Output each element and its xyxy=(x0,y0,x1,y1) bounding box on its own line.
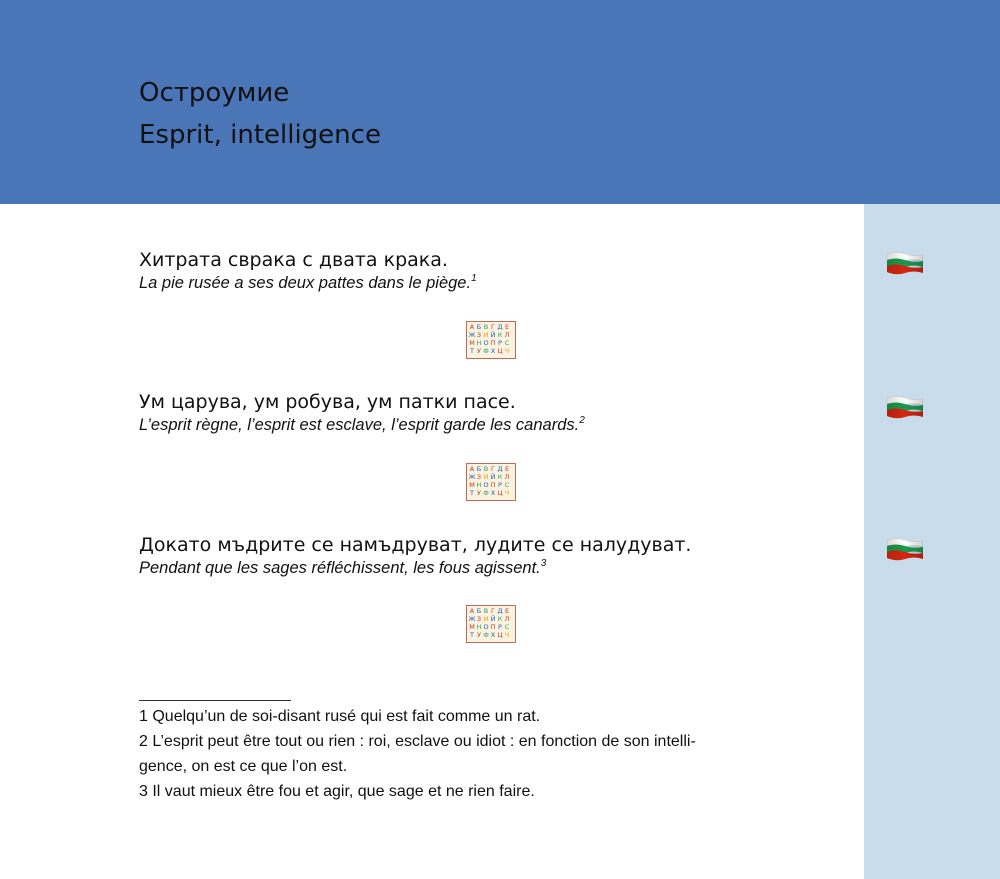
proverb-french: L’esprit règne, l’esprit est esclave, l’esprit garde les canards.$^2$ xyxy=(139,415,585,434)
cyrillic-alphabet-icon xyxy=(466,321,516,359)
chapter-header xyxy=(0,0,1000,204)
proverb-2 xyxy=(139,390,859,436)
chapter-title-french: Esprit, intelligence xyxy=(139,120,381,150)
cyrillic-alphabet-icon xyxy=(466,605,516,643)
footnote-divider xyxy=(139,700,291,701)
proverb-bulgarian: Хитрата сврака с двата крака. xyxy=(139,249,448,271)
footnotes xyxy=(139,704,829,804)
chapter-title-bulgarian: Остроумие xyxy=(139,78,290,108)
footnote-ref: 3 xyxy=(540,558,547,569)
bulgarian-flag-icon xyxy=(886,396,924,420)
footnote-line: 2 L’esprit peut être tout ou rien : roi, esclave ou idiot : en fonction de son intelli- xyxy=(139,733,696,750)
bulgarian-flag-icon xyxy=(886,538,924,562)
proverb-bulgarian: Ум царува, ум робува, ум патки пасе. xyxy=(139,391,516,413)
cyrillic-alphabet-icon xyxy=(466,463,516,501)
proverb-3 xyxy=(139,533,859,579)
footnote-ref: 1 xyxy=(471,273,477,284)
footnote-line: 3 Il vaut mieux être fou et agir, que sage et ne rien faire. xyxy=(139,783,535,800)
proverb-french: La pie rusée a ses deux pattes dans le piège.$^1$ xyxy=(139,273,477,292)
proverb-1 xyxy=(139,248,859,294)
footnote-line: 1 Quelqu’un de soi-disant rusé qui est fait comme un rat. xyxy=(139,708,541,725)
footnote-ref: 2 xyxy=(579,415,585,426)
proverb-bulgarian: Докато мъдрите се намъдруват, лудите се налудуват. xyxy=(139,534,692,556)
footnote-line: gence, on est ce que l’on est. xyxy=(139,758,348,775)
bulgarian-flag-icon xyxy=(886,252,924,276)
proverb-french: Pendant que les sages réfléchissent, les fous agissent.$^3$ xyxy=(139,558,547,577)
language-sidebar xyxy=(864,204,1000,879)
